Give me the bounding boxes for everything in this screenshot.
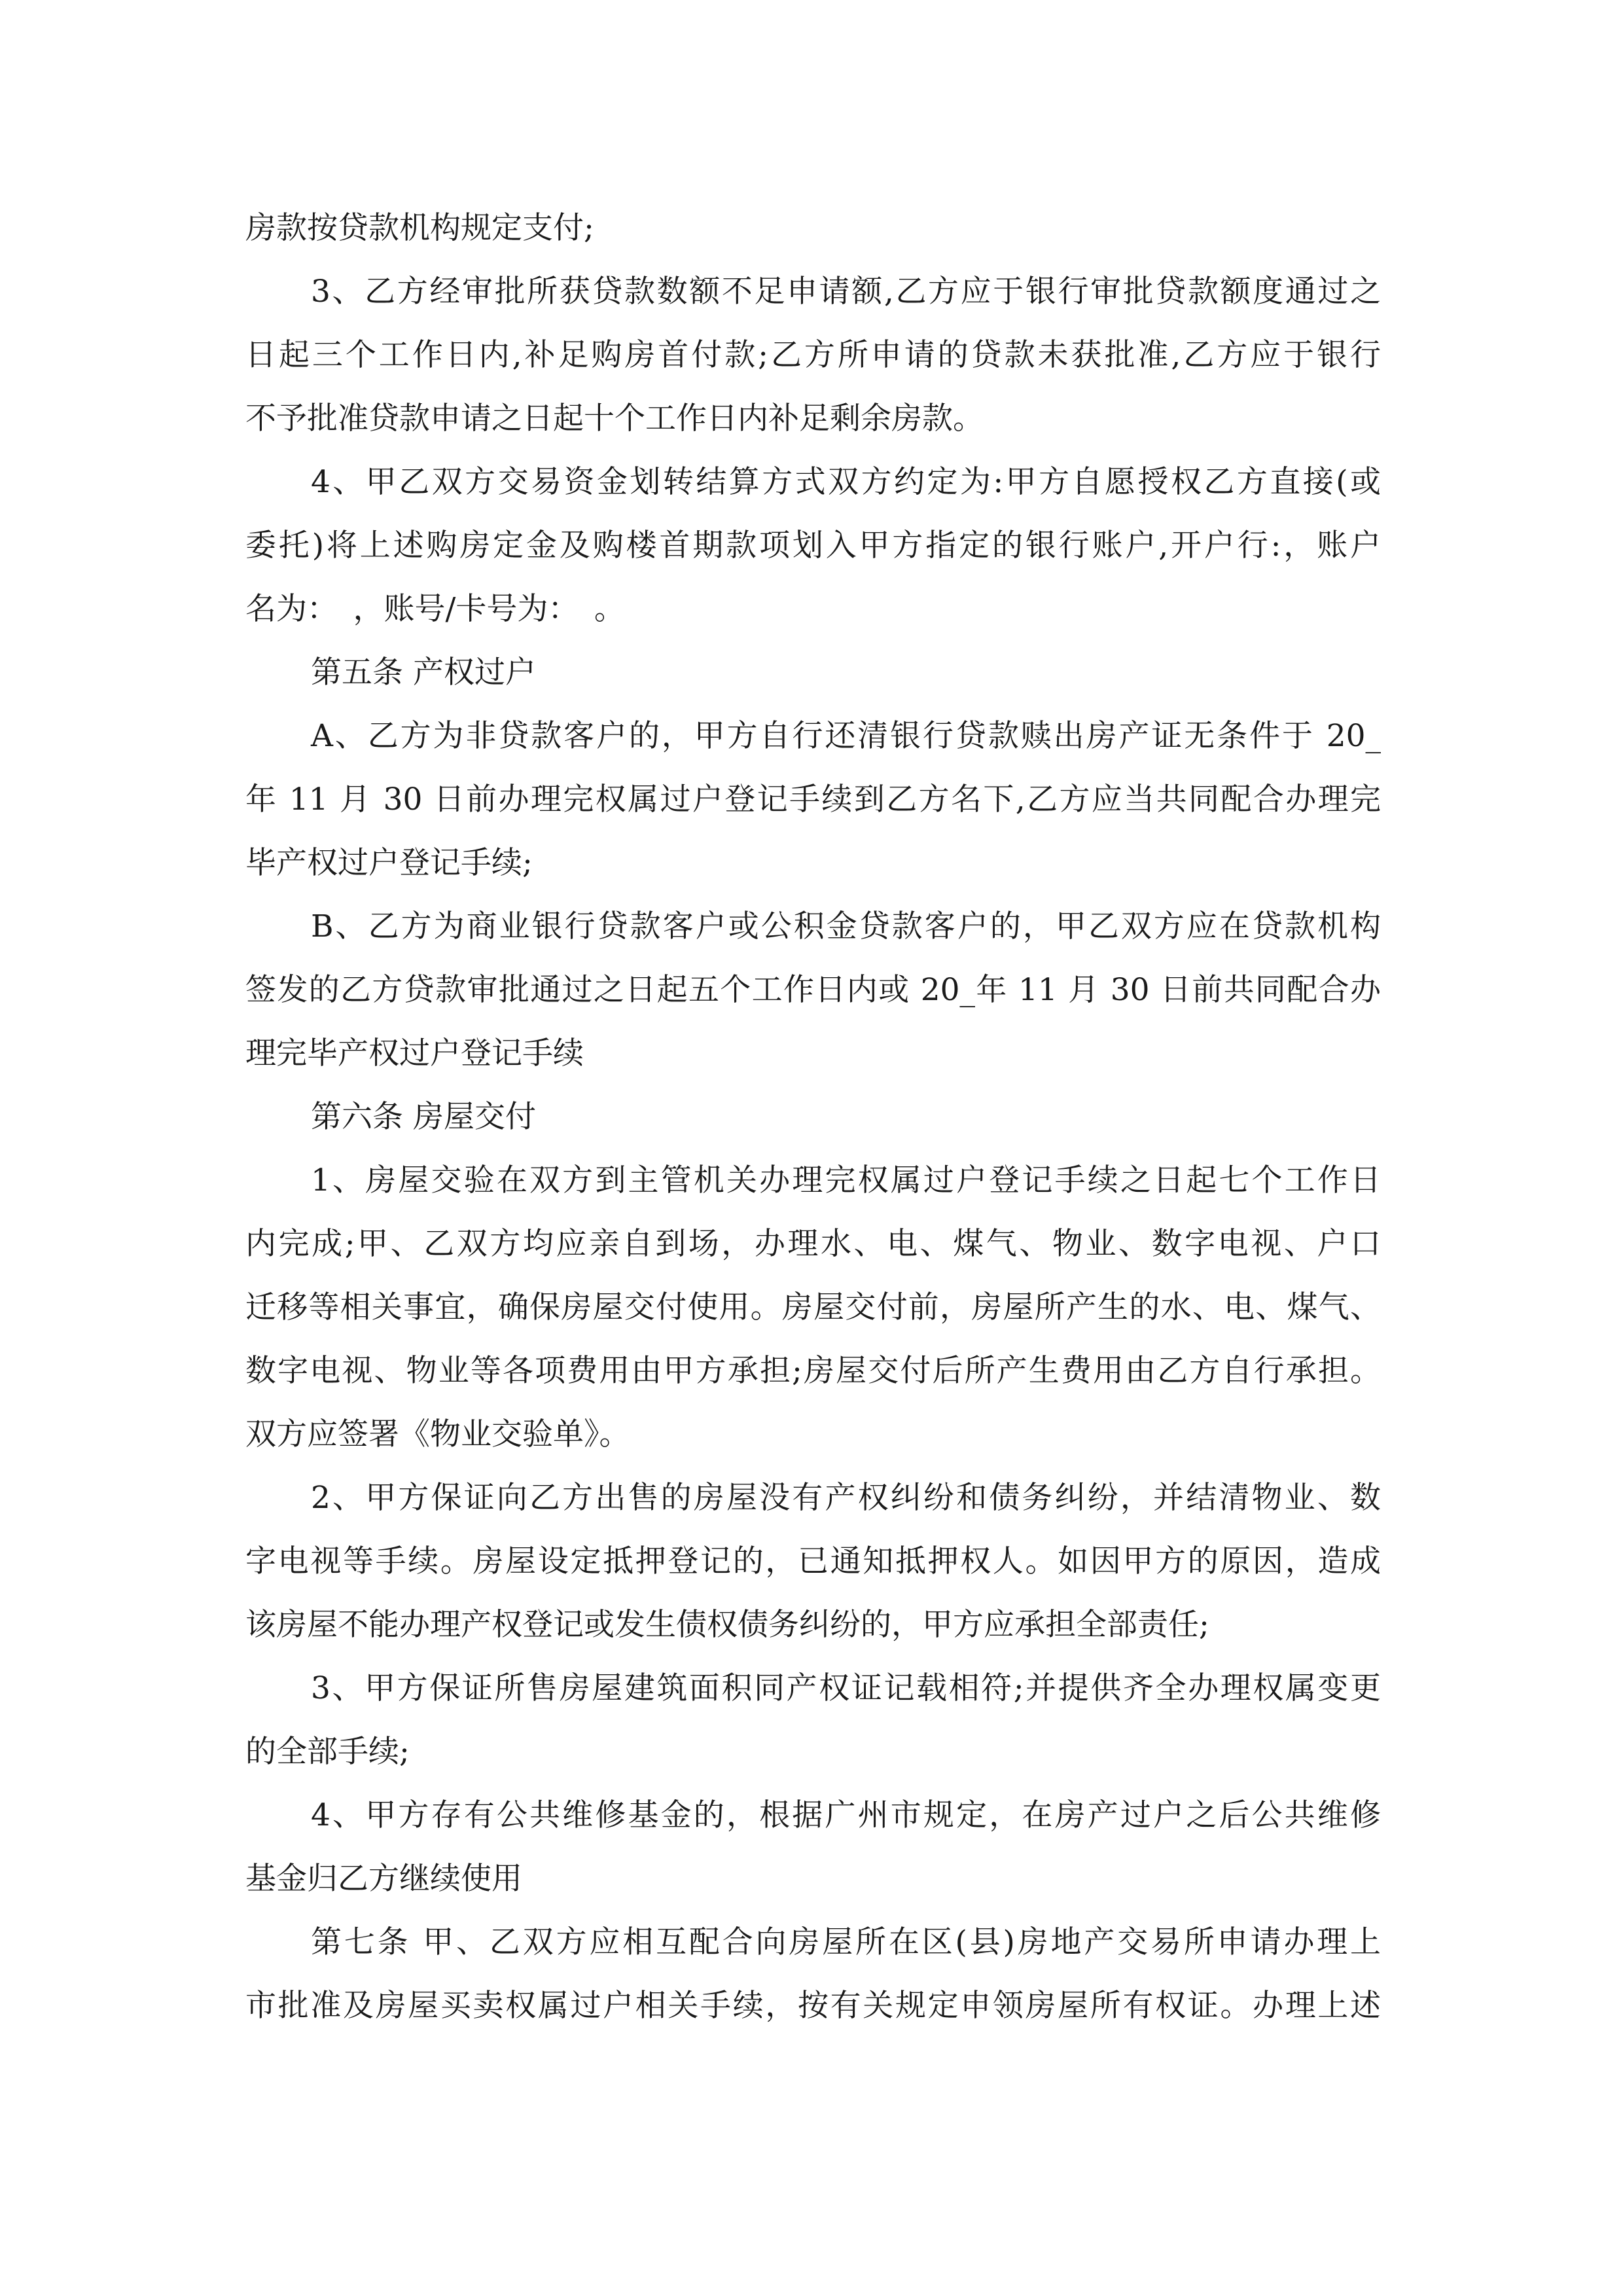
section-heading: 第五条 产权过户 [311, 655, 536, 691]
document-body [245, 196, 1381, 2037]
text-line: 内完成;甲、乙双方均应亲自到场，办理水、电、煤气、物业、数字电视、户口 [245, 1226, 1381, 1262]
text-line: 的全部手续; [245, 1734, 410, 1770]
text-line: 迁移等相关事宜，确保房屋交付使用。房屋交付前，房屋所产生的水、电、煤气、 [245, 1289, 1381, 1325]
text-line: 市批准及房屋买卖权属过户相关手续，按有关规定申领房屋所有权证。办理上述 [245, 1988, 1381, 2024]
text-line: 基金归乙方继续使用 [245, 1861, 522, 1897]
text-line: 年 11 月 30 日前办理完权属过户登记手续到乙方名下,乙方应当共同配合办理完 [245, 781, 1381, 817]
text-line: 名为： ，账号/卡号为： 。 [245, 591, 625, 627]
text-line: 4、甲方存有公共维修基金的，根据广州市规定，在房产过户之后公共维修 [311, 1797, 1381, 1833]
text-line: 3、甲方保证所售房屋建筑面积同产权证记载相符;并提供齐全办理权属变更 [311, 1670, 1381, 1706]
text-line: 2、甲方保证向乙方出售的房屋没有产权纠纷和债务纠纷，并结清物业、数 [311, 1480, 1381, 1516]
text-line: A、乙方为非贷款客户的，甲方自行还清银行贷款赎出房产证无条件于 20_ [311, 718, 1381, 754]
section-heading: 第六条 房屋交付 [311, 1099, 536, 1135]
text-line: 字电视等手续。房屋设定抵押登记的，已通知抵押权人。如因甲方的原因，造成 [245, 1543, 1381, 1579]
section-heading: 第七条 甲、乙双方应相互配合向房屋所在区(县)房地产交易所申请办理上 [311, 1924, 1381, 1960]
text-line: 理完毕产权过户登记手续 [245, 1035, 584, 1071]
text-line: 签发的乙方贷款审批通过之日起五个工作日内或 20_年 11 月 30 日前共同配合办 [245, 972, 1381, 1008]
text-line: 4、甲乙双方交易资金划转结算方式双方约定为:甲方自愿授权乙方直接(或 [311, 464, 1381, 500]
text-line: 3、乙方经审批所获贷款数额不足申请额,乙方应于银行审批贷款额度通过之 [311, 274, 1381, 310]
text-line: 房款按贷款机构规定支付; [245, 210, 594, 246]
text-line: 双方应签署《物业交验单》。 [245, 1416, 630, 1452]
text-line: 日起三个工作日内,补足购房首付款;乙方所申请的贷款未获批准,乙方应于银行 [245, 337, 1381, 373]
text-line: 毕产权过户登记手续; [245, 845, 533, 881]
text-line: 该房屋不能办理产权登记或发生债权债务纠纷的，甲方应承担全部责任; [245, 1607, 1209, 1643]
text-line: 不予批准贷款申请之日起十个工作日内补足剩余房款。 [245, 401, 984, 437]
text-line: 委托)将上述购房定金及购楼首期款项划入甲方指定的银行账户,开户行:，账户 [245, 528, 1381, 564]
text-line: B、乙方为商业银行贷款客户或公积金贷款客户的，甲乙双方应在贷款机构 [311, 908, 1381, 944]
text-line: 1、房屋交验在双方到主管机关办理完权属过户登记手续之日起七个工作日 [311, 1162, 1381, 1198]
text-line: 数字电视、物业等各项费用由甲方承担;房屋交付后所产生费用由乙方自行承担。 [245, 1353, 1381, 1389]
